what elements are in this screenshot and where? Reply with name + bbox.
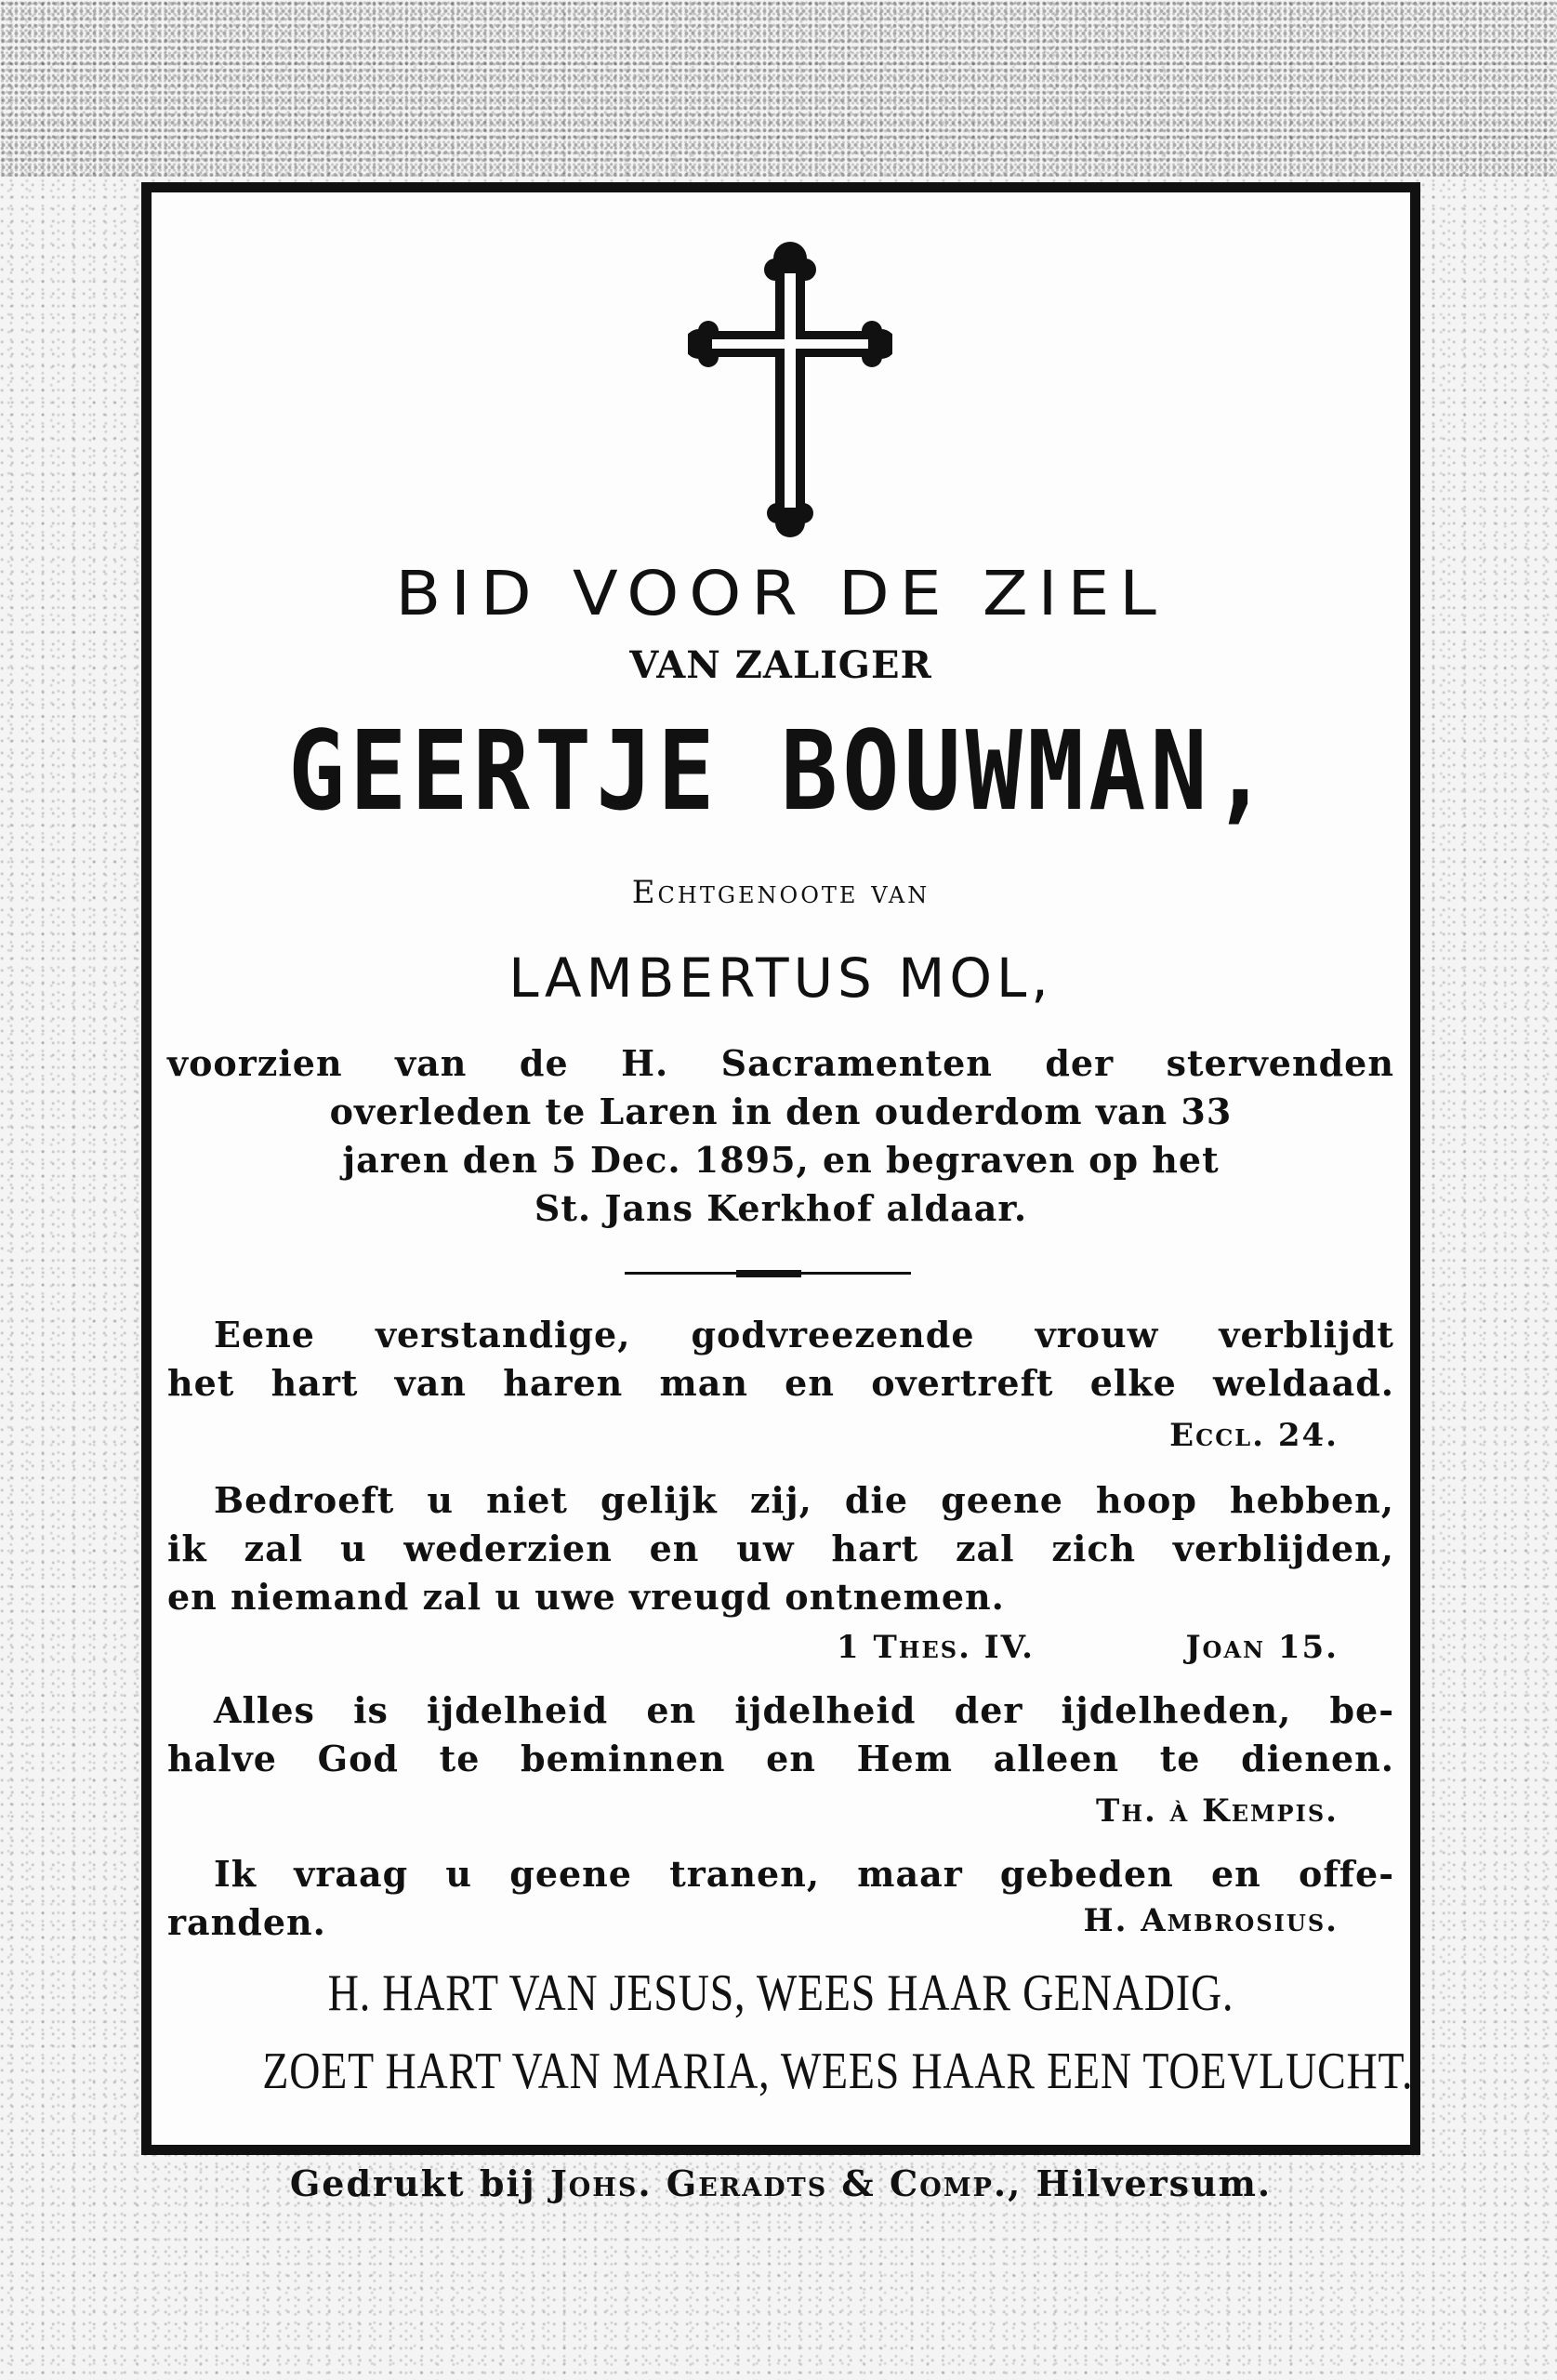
closing-invocation-2: ZOET HART VAN MARIA, WEES HAAR EEN TOEVLUCHT. [262, 2043, 1414, 2100]
biography-rest [167, 1088, 1394, 1233]
quote-2-source: Joan 15. [1185, 1629, 1339, 1666]
quote-line: en niemand zal u uwe vreugd ontnemen. [167, 1576, 1005, 1618]
quote-1 [167, 1311, 1394, 1408]
divider-thick [736, 1270, 801, 1277]
quote-line: ik zal u wederzien en uw hart zal zich verblijden, [167, 1527, 1394, 1569]
quote-2-end [167, 1573, 1394, 1621]
printer-city: Hilversum. [1036, 2162, 1273, 2204]
quote-line: Bedroeft u niet gelijk zij, die geene hoop hebben, [214, 1479, 1394, 1521]
quote-3-source: Th. à Kempis. [1096, 1792, 1339, 1830]
divider-rule [625, 1270, 911, 1276]
page-title: BID VOOR DE ZIEL [395, 558, 1167, 629]
relation-label: Echtgenoote van [631, 874, 930, 911]
quote-line: Ik vraag u geene tranen, maar gebeden en offe- [214, 1853, 1394, 1895]
quote-2 [167, 1476, 1394, 1573]
printer-name: Johs. Geradts & Comp., [549, 2162, 1023, 2204]
quote-line: halve God te beminnen en Hem alleen te dienen. [167, 1738, 1394, 1779]
quote-line: Eene verstandige, godvreezende vrouw verblijdt [214, 1314, 1394, 1355]
bio-line: voorzien van de H. Sacramenten der stervenden [167, 1042, 1394, 1084]
spouse-name: LAMBERTUS MOL, [508, 946, 1053, 1010]
bio-line: jaren den 5 Dec. 1895, en begraven op het [342, 1139, 1220, 1181]
closing-invocation-1: H. HART VAN JESUS, WEES HAAR GENADIG. [327, 1964, 1234, 2022]
printer-imprint [167, 2162, 1394, 2204]
quote-line: randen. [167, 1901, 326, 1943]
cross-icon [688, 242, 892, 539]
printer-prefix: Gedrukt bij [289, 2162, 536, 2204]
bio-line: St. Jans Kerkhof aldaar. [534, 1187, 1028, 1229]
quote-4 [167, 1850, 1394, 1898]
biography [167, 1039, 1394, 1088]
quote-4-source: H. Ambrosius. [1083, 1902, 1339, 1939]
bio-line: overleden te Laren in den ouderdom van 33 [329, 1091, 1233, 1132]
quote-line: het hart van haren man en overtreft elke weldaad. [167, 1362, 1394, 1404]
quote-1-source: Eccl. 24. [1169, 1417, 1339, 1454]
quote-line: Alles is ijdelheid en ijdelheid der ijdelheden, be- [214, 1689, 1394, 1731]
deceased-name: GEERTJE BOUWMAN, [287, 707, 1274, 835]
quote-2-source-left: 1 Thes. IV. [837, 1629, 1035, 1666]
quote-3 [167, 1686, 1394, 1783]
subtitle: VAN ZALIGER [629, 643, 932, 687]
